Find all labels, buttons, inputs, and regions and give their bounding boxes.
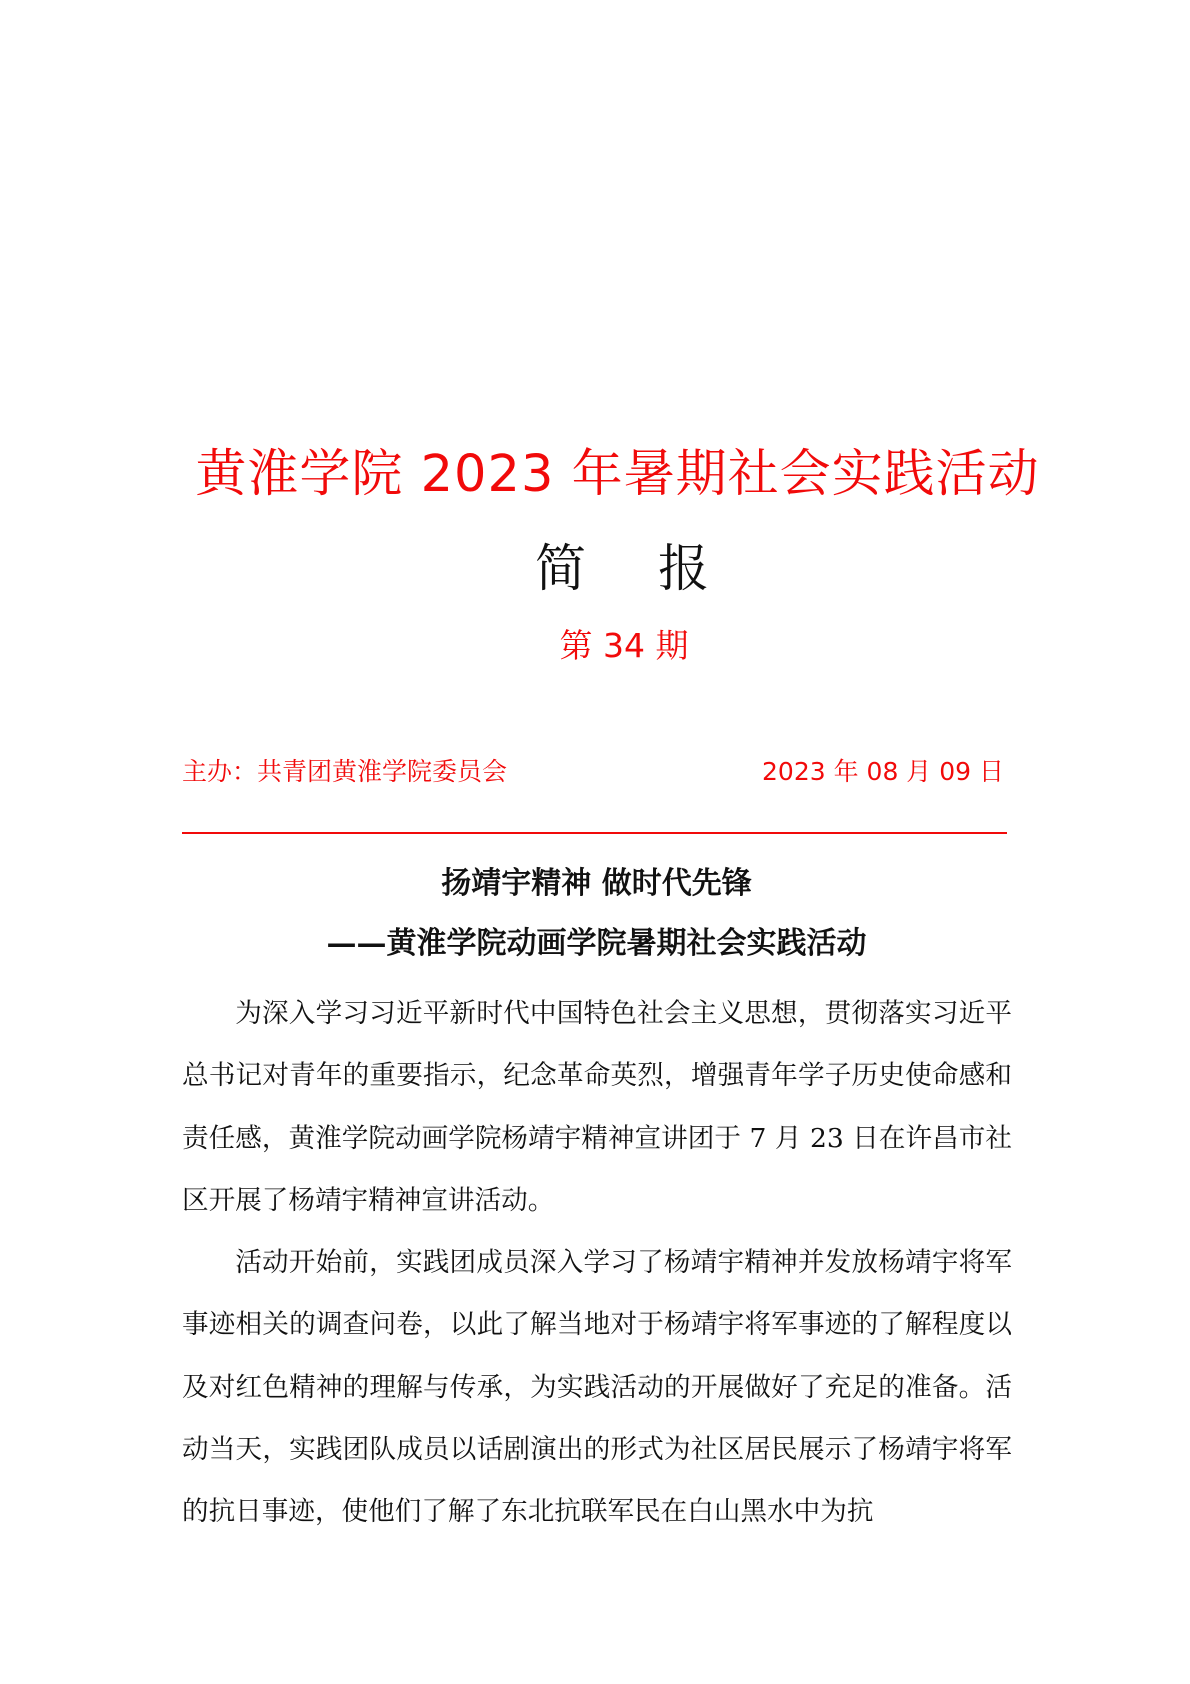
- host-organization: 主办：共青团黄淮学院委员会: [182, 757, 508, 786]
- issue-number: 第 34 期: [559, 626, 689, 665]
- subtitle-char-1: 简: [535, 540, 587, 599]
- article-paragraph: 为深入学习习近平新时代中国特色社会主义思想，贯彻落实习近平总书记对青年的重要指示，纪念革命英烈，增强青年学子历史使命感和责任感，黄淮学院动画学院杨靖宇精神宣讲团于 7 月 23 日在许昌市社区开展了杨靖宇精神宣讲活动。: [182, 998, 1012, 1216]
- header-divider: [182, 832, 1007, 834]
- article-body: [182, 983, 1012, 1544]
- bulletin-main-title: 黄淮学院 2023 年暑期社会实践活动: [195, 445, 1040, 504]
- article-title: 扬靖宇精神 做时代先锋: [441, 866, 752, 901]
- article-subtitle: ——黄淮学院动画学院暑期社会实践活动: [326, 926, 867, 961]
- article-paragraph: 活动开始前，实践团成员深入学习了杨靖宇精神并发放杨靖宇将军事迹相关的调查问卷，以此了解当地对于杨靖宇将军事迹的了解程度以及对红色精神的理解与传承，为实践活动的开展做好了充足的准备。活动当天，实践团队成员以话剧演出的形式为社区居民展示了杨靖宇将军的抗日事迹，使他们了解了东北抗联军民在白山黑水中为抗: [182, 1247, 1012, 1528]
- publish-date: 2023 年 08 月 09 日: [762, 757, 1004, 786]
- bulletin-subtitle: [535, 535, 735, 605]
- subtitle-char-2: 报: [658, 540, 710, 599]
